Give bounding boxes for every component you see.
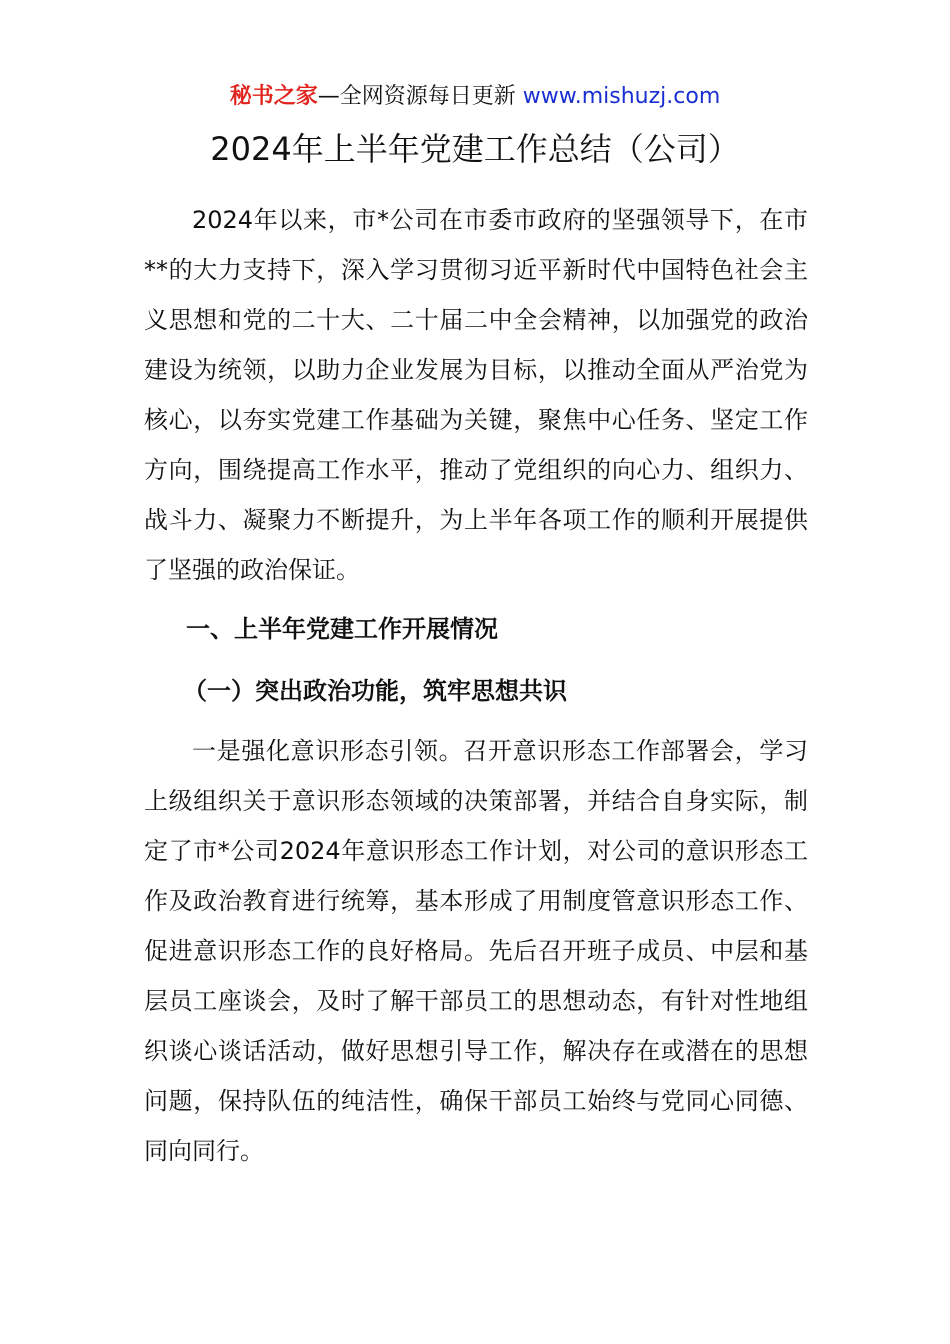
header-tagline: —全网资源每日更新 <box>317 84 516 109</box>
intro-paragraph: 2024年以来，市*公司在市委市政府的坚强领导下，在市**的大力支持下，深入学习贯彻习近平新时代中国特色社会主义思想和党的二十大、二十届二中全会精神，以加强党的政治建设为统领，以助力企业发展为目标，以推动全面从严治党为核心，以夯实党建工作基础为关键，聚焦中心任务、坚定工作方向，围绕提高工作水平，推动了党组织的向心力、组织力、战斗力、凝聚力不断提升，为上半年各项工作的顺利开展提供了坚强的政治保证。 <box>144 206 808 584</box>
brand-name: 秘书之家 <box>229 84 318 109</box>
page-title: 2024年上半年党建工作总结（公司） <box>210 130 740 168</box>
site-header <box>0 82 950 112</box>
subsection-heading: （一）突出政治功能，筑牢思想共识 <box>183 677 567 705</box>
section-heading: 一、上半年党建工作开展情况 <box>186 615 498 643</box>
site-url-link[interactable]: www.mishuzj.com <box>522 84 721 109</box>
body-paragraph: 一是强化意识形态引领。召开意识形态工作部署会，学习上级组织关于意识形态领域的决策部署，并结合自身实际，制定了市*公司2024年意识形态工作计划，对公司的意识形态工作及政治教育进行统筹，基本形成了用制度管意识形态工作、促进意识形态工作的良好格局。先后召开班子成员、中层和基层员工座谈会，及时了解干部员工的思想动态，有针对性地组织谈心谈话活动，做好思想引导工作，解决存在或潜在的思想问题，保持队伍的纯洁性，确保干部员工始终与党同心同德、同向同行。 <box>144 737 808 1165</box>
